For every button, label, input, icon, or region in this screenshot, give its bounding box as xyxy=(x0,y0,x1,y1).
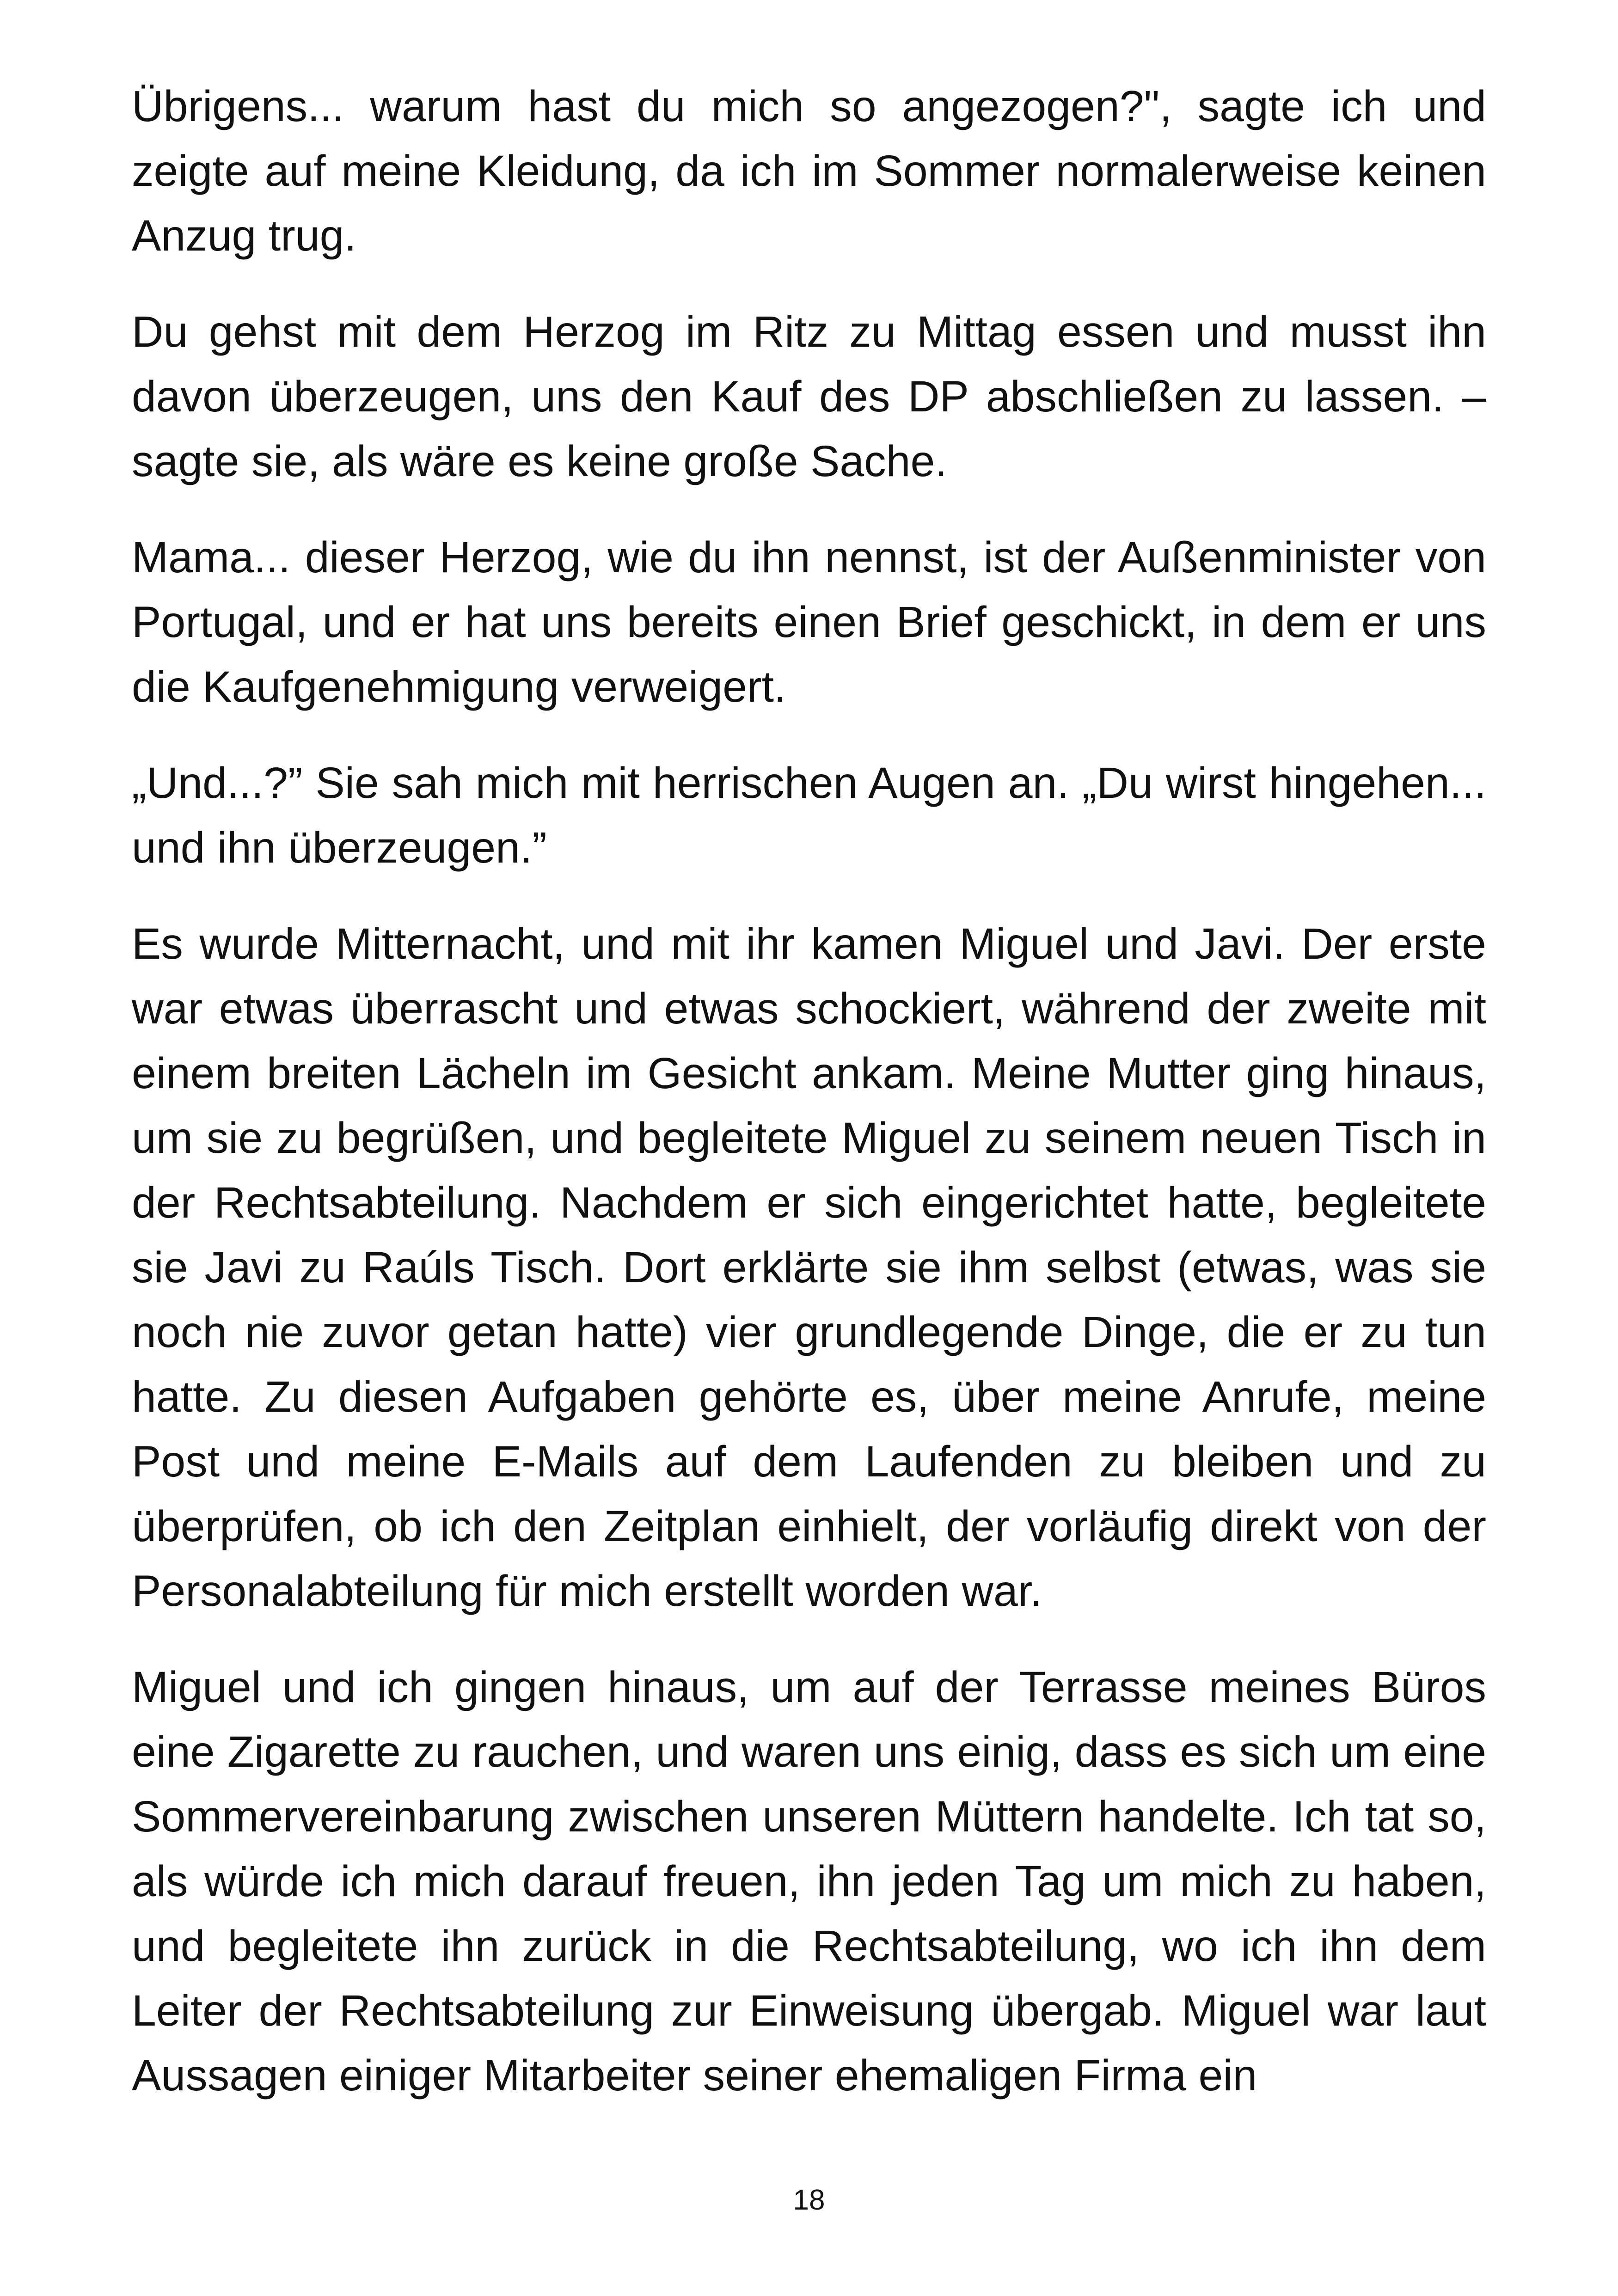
paragraph-1: Übrigens... warum hast du mich so angezogen?", sagte ich und zeigte auf meine Kleidung, da ich im Sommer normalerweise keinen Anzug trug. xyxy=(132,82,1486,260)
page-body xyxy=(132,74,1486,2139)
paragraph-4: „Und...?” Sie sah mich mit herrischen Augen an. „Du wirst hingehen... und ihn überzeugen.” xyxy=(132,759,1486,872)
paragraph-3: Mama... dieser Herzog, wie du ihn nennst, ist der Außenminister von Portugal, und er hat uns bereits einen Brief geschickt, in dem er uns die Kaufgenehmigung verweigert. xyxy=(132,533,1486,711)
paragraph-2: Du gehst mit dem Herzog im Ritz zu Mittag essen und musst ihn davon überzeugen, uns den Kauf des DP abschließen zu lassen. – sagte sie, als wäre es keine große Sache. xyxy=(132,307,1486,486)
page-number: 18 xyxy=(793,2184,825,2216)
paragraph-6: Miguel und ich gingen hinaus, um auf der Terrasse meines Büros eine Zigarette zu rauchen, und waren uns einig, dass es sich um eine Sommervereinbarung zwischen unseren Müttern handelte. Ich tat so, als würde ich mich darauf freuen, ihn jeden Tag um mich zu haben, und begleitete ihn zurück in die Rechtsabteilung, wo ich ihn dem Leiter der Rechtsabteilung zur Einweisung übergab. Miguel war laut Aussagen einiger Mitarbeiter seiner ehemaligen Firma ein xyxy=(132,1663,1486,2100)
paragraph-5: Es wurde Mitternacht, und mit ihr kamen Miguel und Javi. Der erste war etwas überrascht und etwas schockiert, während der zweite mit einem breiten Lächeln im Gesicht ankam. Meine Mutter ging hinaus, um sie zu begrüßen, und begleitete Miguel zu seinem neuen Tisch in der Rechtsabteilung. Nachdem er sich eingerichtet hatte, begleitete sie Javi zu Raúls Tisch. Dort erklärte sie ihm selbst (etwas, was sie noch nie zuvor getan hatte) vier grundlegende Dinge, die er zu tun hatte. Zu diesen Aufgaben gehörte es, über meine Anrufe, meine Post und meine E-Mails auf dem Laufenden zu bleiben und zu überprüfen, ob ich den Zeitplan einhielt, der vorläufig direkt von der Personalabteilung für mich erstellt worden war. xyxy=(132,919,1486,1616)
